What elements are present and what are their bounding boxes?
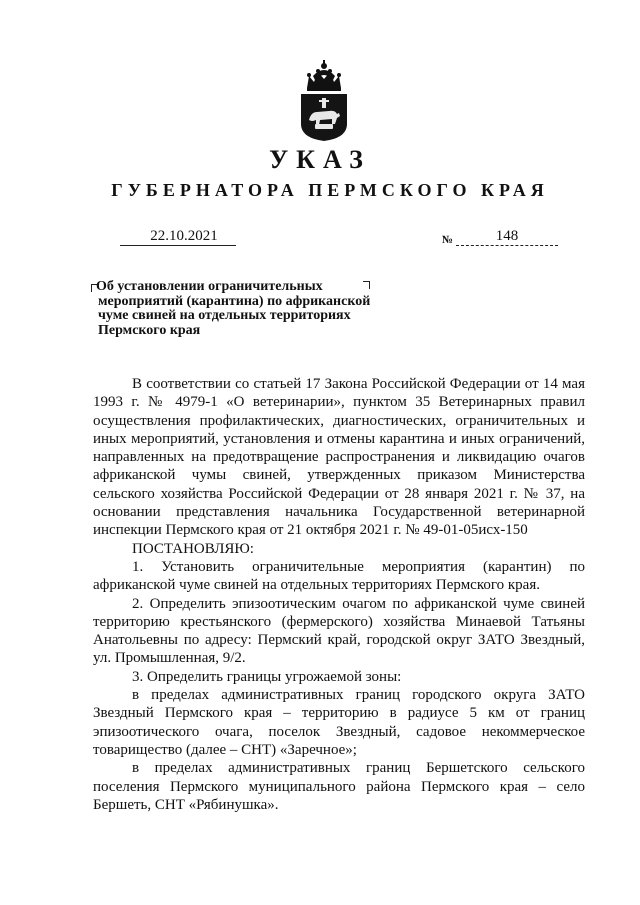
number-sign: №: [442, 234, 454, 246]
preamble-paragraph: В соответствии со статьей 17 Закона Российской Федерации от 14 мая 1993 г. № 4979-1 «О ветеринарии», пунктом 35 Ветеринарных правил осуществления профилактических, диагностических, ограничительных и иных мероприятий, установления и отмены карантина и иных ограничений, направленных на предотвращение распространения и ликвидацию очагов африканской чумы свиней, утвержденных приказом Министерства сельского хозяйства Российской Федерации от 28 января 2021 г. № 37, на основании представления начальника Государственной ветеринарной инспекции Пермского края от 21 октября 2021 г. № 49-01-05исх-150: [93, 376, 585, 539]
decree-word: ПОСТАНОВЛЯЮ:: [132, 540, 254, 557]
document-number: 148: [456, 228, 558, 246]
subject-line: чуме свиней на отдельных территориях: [98, 308, 351, 323]
body-paragraph: 3. Определить границы угрожаемой зоны:: [132, 668, 402, 685]
document-body: [93, 375, 585, 814]
body-paragraph: 1. Установить ограничительные мероприятия (карантин) по африканской чуме свиней на отдельных территориях Пермского края.: [93, 558, 585, 594]
subject-line: Об установлении ограничительных: [96, 279, 323, 294]
subject-line: мероприятий (карантина) по африканской: [98, 293, 371, 309]
body-paragraph: в пределах административных границ Бершетского сельского поселения Пермского муниципального района Пермского края – село Бершеть, СНТ «Рябинушка».: [93, 760, 585, 813]
document-date: 22.10.2021: [120, 228, 236, 246]
document-subject: [96, 280, 396, 338]
document-title: УКАЗ: [269, 145, 371, 174]
body-paragraph: 2. Определить эпизоотическим очагом по африканской чуме свиней территорию крестьянского (фермерского) хозяйства Минаевой Татьяны Анатольевны по адресу: Пермский край, городской округ ЗАТО Звездный, ул. Промышленная, 9/2.: [93, 595, 585, 667]
coat-of-arms-icon: [295, 58, 353, 142]
subject-line: Пермского края: [98, 322, 201, 338]
document-issuer: ГУБЕРНАТОРА ПЕРМСКОГО КРАЯ: [111, 180, 549, 200]
body-paragraph: в пределах административных границ городского округа ЗАТО Звездный Пермского края – территорию в радиусе 5 км от границ эпизоотического очага, поселок Звездный, садовое некоммерческое товарищество (далее – СНТ) «Заречное»;: [93, 687, 585, 758]
